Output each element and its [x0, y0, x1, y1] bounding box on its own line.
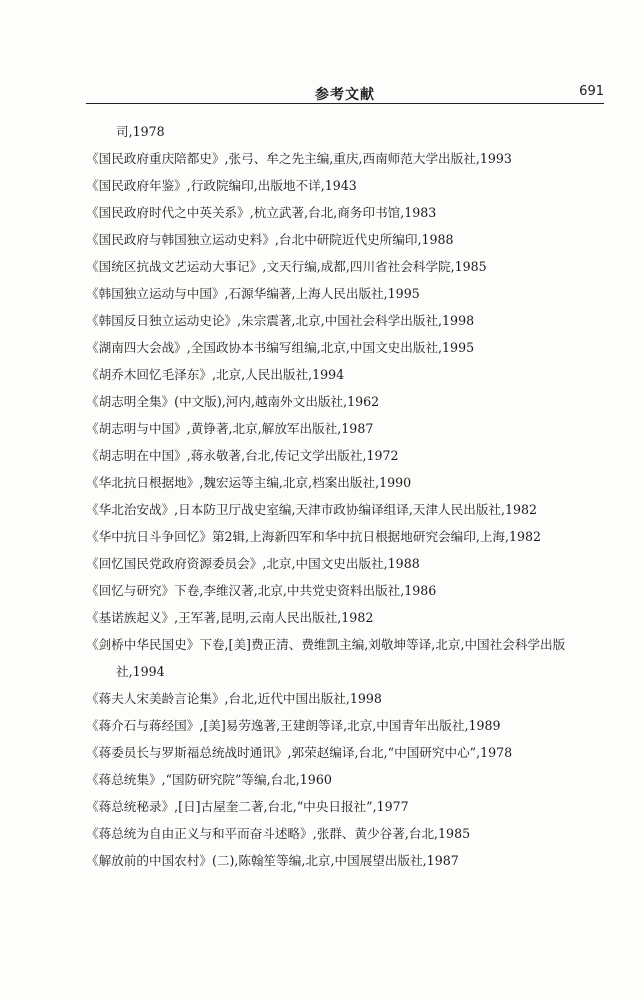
bibliography-entry: 《蒋总统为自由正义与和平而奋斗述略》,张群、黄少谷著,台北,1985 — [86, 826, 471, 841]
bibliography-entry: 《国民政府重庆陪都史》,张弓、牟之先主编,重庆,西南师范大学出版社,1993 — [86, 151, 512, 166]
bibliography-entry: 《湖南四大会战》,全国政协本书编写组编,北京,中国文史出版社,1995 — [86, 340, 475, 355]
bibliography-entry: 《胡志明在中国》,蒋永敬著,台北,传记文学出版社,1972 — [86, 448, 399, 463]
bibliography-entry: 《蒋介石与蒋经国》,[美]易劳逸著,王建朗等译,北京,中国青年出版社,1989 — [86, 718, 501, 733]
bibliography-entry: 司,1978 — [116, 124, 165, 139]
bibliography-entry: 《胡志明全集》(中文版),河内,越南外文出版社,1962 — [86, 394, 380, 409]
bibliography-entry: 《国民政府时代之中英关系》,杭立武著,台北,商务印书馆,1983 — [86, 205, 437, 220]
bibliography-entry: 《韩国独立运动与中国》,石源华编著,上海人民出版社,1995 — [86, 286, 420, 301]
bibliography-entry: 《剑桥中华民国史》下卷,[美]费正清、费维凯主编,刘敬坤等译,北京,中国社会科学出版社,1994 — [86, 637, 566, 679]
bibliography-entry: 《蒋总统秘录》,[日]古屋奎二著,台北,“中央日报社”,1977 — [86, 799, 409, 814]
bibliography-entry: 《蒋夫人宋美龄言论集》,台北,近代中国出版社,1998 — [86, 691, 382, 706]
bibliography-entry: 《华北治安战》,日本防卫厅战史室编,天津市政协编译组译,天津人民出版社,1982 — [86, 502, 538, 517]
page-header — [86, 78, 604, 104]
bibliography-entry: 《华中抗日斗争回忆》第2辑,上海新四军和华中抗日根据地研究会编印,上海,1982 — [86, 529, 542, 544]
bibliography-entry: 《华北抗日根据地》,魏宏运等主编,北京,档案出版社,1990 — [86, 475, 412, 490]
bibliography-entry: 《基诺族起义》,王军著,昆明,云南人民出版社,1982 — [86, 610, 374, 625]
bibliography-entry: 《回忆与研究》下卷,李维汉著,北京,中共党史资料出版社,1986 — [86, 583, 437, 598]
header-rule — [86, 103, 604, 104]
bibliography-entry: 《解放前的中国农村》(二),陈翰笙等编,北京,中国展望出版社,1987 — [86, 853, 459, 868]
bibliography-entry: 《回忆国民党政府资源委员会》,北京,中国文史出版社,1988 — [86, 556, 420, 571]
bibliography-entry: 《蒋委员长与罗斯福总统战时通讯》,郭荣赵编译,台北,“中国研究中心”,1978 — [86, 745, 513, 760]
bibliography-entry: 《胡志明与中国》,黄铮著,北京,解放军出版社,1987 — [86, 421, 374, 436]
bibliography-entry: 《国民政府年鉴》,行政院编印,出版地不详,1943 — [86, 178, 357, 193]
bibliography-entry: 《国民政府与韩国独立运动史料》,台北中研院近代史所编印,1988 — [86, 232, 454, 247]
bibliography-entry: 《国统区抗战文艺运动大事记》,文天行编,成都,四川省社会科学院,1985 — [86, 259, 487, 274]
bibliography-list — [86, 118, 608, 874]
page-number: 691 — [579, 84, 604, 99]
bibliography-entry: 《蒋总统集》,“国防研究院”等编,台北,1960 — [86, 772, 332, 787]
bibliography-entry: 《胡乔木回忆毛泽东》,北京,人民出版社,1994 — [86, 367, 345, 382]
running-title: 参考文献 — [315, 87, 375, 103]
bibliography-entry: 《韩国反日独立运动史论》,朱宗震著,北京,中国社会科学出版社,1998 — [86, 313, 475, 328]
